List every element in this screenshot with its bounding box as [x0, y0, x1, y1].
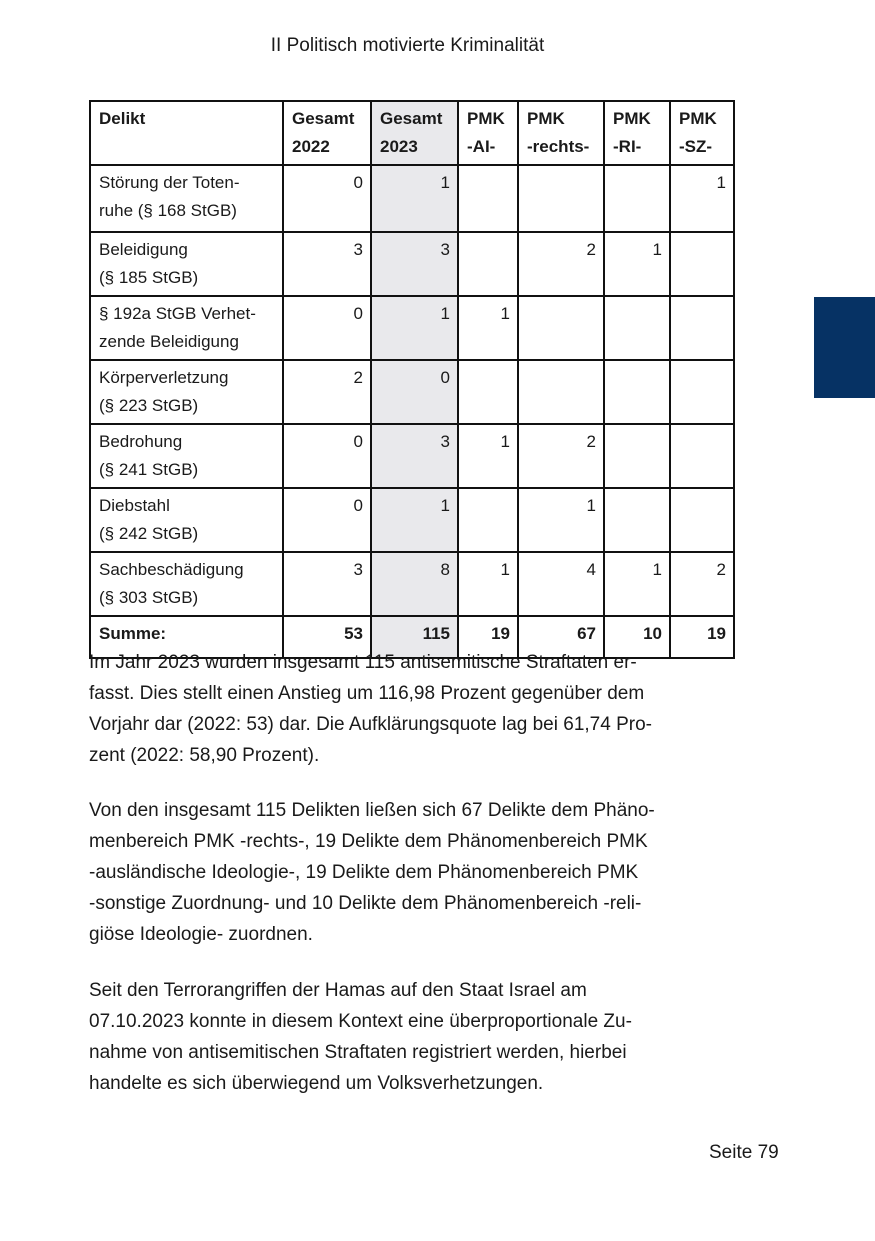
cell-sum-pmk-ai: 19: [458, 616, 518, 658]
cell-pmk-rechts: 2: [518, 424, 604, 488]
cell-pmk-rechts: [518, 296, 604, 360]
cell-pmk-sz: [670, 360, 734, 424]
running-header-title: II Politisch motivierte Kriminalität: [270, 35, 545, 56]
cell-gesamt-2022: 3: [283, 552, 371, 616]
cell-pmk-rechts: 1: [518, 488, 604, 552]
header-delikt: Delikt: [90, 101, 283, 165]
header-pmk-ri: PMK -RI-: [604, 101, 670, 165]
cell-pmk-sz: 2: [670, 552, 734, 616]
cell-pmk-ai: 1: [458, 424, 518, 488]
cell-delikt: Körperverletzung (§ 223 StGB): [90, 360, 283, 424]
table-row: [90, 296, 734, 360]
cell-pmk-sz: [670, 296, 734, 360]
cell-pmk-ai: [458, 165, 518, 232]
cell-delikt: Bedrohung (§ 241 StGB): [90, 424, 283, 488]
cell-gesamt-2023: 1: [371, 296, 458, 360]
header-pmk-rechts: PMK -rechts-: [518, 101, 604, 165]
cell-gesamt-2022: 0: [283, 424, 371, 488]
cell-gesamt-2022: 0: [283, 488, 371, 552]
cell-delikt: Sachbeschädigung (§ 303 StGB): [90, 552, 283, 616]
cell-pmk-rechts: [518, 165, 604, 232]
cell-gesamt-2023: 0: [371, 360, 458, 424]
table-header-row: [90, 101, 734, 165]
table-row: [90, 424, 734, 488]
cell-gesamt-2022: 0: [283, 296, 371, 360]
cell-sum-label: Summe:: [90, 616, 283, 658]
header-gesamt-2022: Gesamt 2022: [283, 101, 371, 165]
header-gesamt-2023: Gesamt 2023: [371, 101, 458, 165]
cell-sum-pmk-sz: 19: [670, 616, 734, 658]
cell-delikt: Diebstahl (§ 242 StGB): [90, 488, 283, 552]
table-row: [90, 552, 734, 616]
cell-pmk-ai: [458, 488, 518, 552]
cell-sum-gesamt-2023: 115: [371, 616, 458, 658]
cell-pmk-rechts: [518, 360, 604, 424]
cell-gesamt-2022: 3: [283, 232, 371, 296]
table-row: [90, 488, 734, 552]
cell-pmk-rechts: 4: [518, 552, 604, 616]
cell-delikt: § 192a StGB Verhet- zende Beleidigung: [90, 296, 283, 360]
cell-pmk-ri: [604, 296, 670, 360]
paragraph-statistics-summary: Im Jahr 2023 wurden insgesamt 115 antisemitische Straftaten er- fasst. Dies stellt einen Anstieg um 116,98 Prozent gegenüber dem Vorjahr dar (2022: 53) dar. Die Aufklärungsquote lag bei 61,74 Pro- zent (2022: 58,90 Prozent).: [89, 652, 652, 766]
cell-pmk-ai: 1: [458, 296, 518, 360]
offense-statistics-table: [89, 100, 735, 659]
cell-pmk-rechts: 2: [518, 232, 604, 296]
cell-pmk-ri: [604, 165, 670, 232]
cell-delikt: Beleidigung (§ 185 StGB): [90, 232, 283, 296]
header-pmk-sz: PMK -SZ-: [670, 101, 734, 165]
cell-pmk-sz: [670, 488, 734, 552]
cell-pmk-ri: [604, 424, 670, 488]
cell-gesamt-2023: 3: [371, 424, 458, 488]
cell-gesamt-2023: 1: [371, 165, 458, 232]
cell-pmk-sz: 1: [670, 165, 734, 232]
cell-pmk-sz: [670, 424, 734, 488]
cell-pmk-ai: [458, 360, 518, 424]
cell-gesamt-2022: 0: [283, 165, 371, 232]
cell-gesamt-2022: 2: [283, 360, 371, 424]
chapter-tab-marker: [814, 297, 875, 398]
cell-pmk-ri: 1: [604, 552, 670, 616]
paragraph-context: Seit den Terrorangriffen der Hamas auf den Staat Israel am 07.10.2023 konnte in diesem Kontext eine überproportionale Zu- nahme von antisemitischen Straftaten registriert werden, hierbei handelte es sich überwiegend um Volksverhetzungen.: [89, 980, 632, 1094]
table-row: [90, 232, 734, 296]
cell-pmk-ri: 1: [604, 232, 670, 296]
page-number: Seite 79: [709, 1142, 779, 1163]
table-row: [90, 165, 734, 232]
cell-pmk-ai: [458, 232, 518, 296]
cell-gesamt-2023: 3: [371, 232, 458, 296]
table-row: [90, 360, 734, 424]
cell-gesamt-2023: 8: [371, 552, 458, 616]
cell-gesamt-2023: 1: [371, 488, 458, 552]
cell-pmk-sz: [670, 232, 734, 296]
cell-pmk-ri: [604, 488, 670, 552]
cell-delikt: Störung der Toten- ruhe (§ 168 StGB): [90, 165, 283, 232]
cell-sum-gesamt-2022: 53: [283, 616, 371, 658]
cell-pmk-ai: 1: [458, 552, 518, 616]
cell-sum-pmk-ri: 10: [604, 616, 670, 658]
cell-pmk-ri: [604, 360, 670, 424]
header-pmk-ai: PMK -AI-: [458, 101, 518, 165]
paragraph-phenomenon-breakdown: Von den insgesamt 115 Delikten ließen sich 67 Delikte dem Phäno- menbereich PMK -rechts-, 19 Delikte dem Phänomenbereich PMK -ausländische Ideologie-, 19 Delikte dem Phänomenbereich PMK -sonstige Zuordnung- und 10 Delikte dem Phänomenbereich -reli- giöse Ideologie- zuordnen.: [89, 800, 655, 945]
cell-sum-pmk-rechts: 67: [518, 616, 604, 658]
